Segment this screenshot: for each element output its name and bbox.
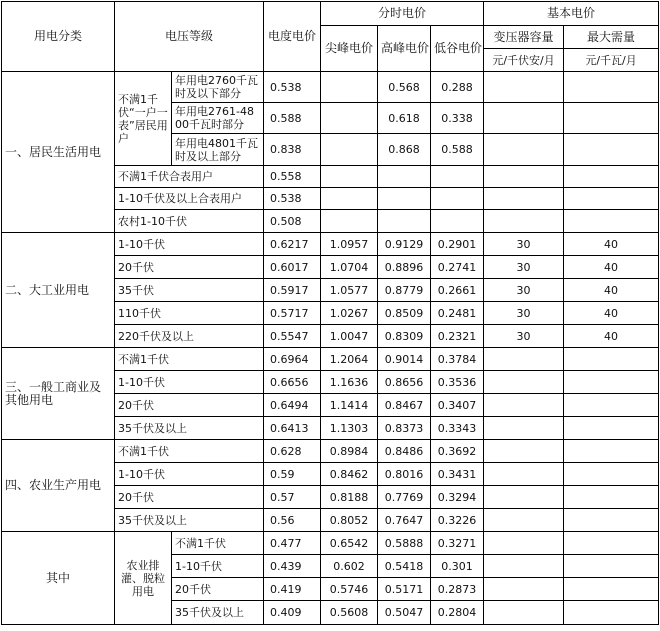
demand-cell [564, 578, 659, 601]
price-cell: 0.59 [264, 463, 321, 486]
header-category: 用电分类 [2, 2, 115, 72]
header-transformer-unit: 元/千伏安/月 [484, 49, 564, 72]
sharp-cell: 1.0957 [321, 233, 378, 256]
voltage-cell: 35千伏及以上 [115, 417, 264, 440]
header-energy-price: 电度电价 [264, 2, 321, 72]
voltage-cell: 1-10千伏 [115, 463, 264, 486]
price-cell: 0.409 [264, 601, 321, 625]
demand-cell: 40 [564, 279, 659, 302]
peak-cell: 0.9014 [378, 348, 431, 371]
transformer-cell: 30 [484, 325, 564, 348]
group-agriculture: 四、农业生产用电 [2, 440, 115, 532]
price-cell: 0.508 [264, 210, 321, 233]
price-cell: 0.5547 [264, 325, 321, 348]
price-cell: 0.538 [264, 72, 321, 103]
voltage-cell: 1-10千伏 [172, 555, 264, 578]
valley-cell: 0.3692 [431, 440, 484, 463]
voltage-cell: 年用电2761-4800千瓦时部分 [172, 103, 264, 134]
valley-cell [431, 188, 484, 210]
peak-cell [378, 210, 431, 233]
transformer-cell [484, 134, 564, 166]
peak-cell: 0.5888 [378, 532, 431, 555]
demand-cell [564, 348, 659, 371]
peak-cell: 0.8896 [378, 256, 431, 279]
table-row [2, 532, 659, 555]
peak-cell: 0.5418 [378, 555, 431, 578]
demand-cell [564, 417, 659, 440]
sharp-cell: 0.602 [321, 555, 378, 578]
valley-cell: 0.2804 [431, 601, 484, 625]
peak-cell: 0.7647 [378, 509, 431, 532]
valley-cell: 0.3271 [431, 532, 484, 555]
valley-cell: 0.3784 [431, 348, 484, 371]
group-large-industry: 二、大工业用电 [2, 233, 115, 348]
price-cell: 0.6017 [264, 256, 321, 279]
voltage-cell: 220千伏及以上 [115, 325, 264, 348]
valley-cell [431, 210, 484, 233]
sharp-cell [321, 72, 378, 103]
transformer-cell: 30 [484, 233, 564, 256]
demand-cell [564, 555, 659, 578]
residential-subgroup: 不满1千伏“一户一表”居民用户 [115, 72, 172, 166]
demand-cell [564, 601, 659, 625]
peak-cell: 0.9129 [378, 233, 431, 256]
valley-cell: 0.2901 [431, 233, 484, 256]
sharp-cell: 1.0267 [321, 302, 378, 325]
valley-cell: 0.2321 [431, 325, 484, 348]
price-cell: 0.538 [264, 188, 321, 210]
transformer-cell [484, 188, 564, 210]
price-cell: 0.57 [264, 486, 321, 509]
voltage-cell: 35千伏及以上 [172, 601, 264, 625]
sharp-cell: 1.1303 [321, 417, 378, 440]
voltage-cell: 35千伏 [115, 279, 264, 302]
transformer-cell [484, 348, 564, 371]
transformer-cell [484, 72, 564, 103]
demand-cell [564, 371, 659, 394]
valley-cell: 0.3431 [431, 463, 484, 486]
peak-cell: 0.7769 [378, 486, 431, 509]
valley-cell: 0.588 [431, 134, 484, 166]
voltage-cell: 20千伏 [172, 578, 264, 601]
sharp-cell: 0.8462 [321, 463, 378, 486]
peak-cell: 0.5171 [378, 578, 431, 601]
table-row [2, 440, 659, 463]
transformer-cell [484, 210, 564, 233]
transformer-cell [484, 166, 564, 188]
peak-cell: 0.568 [378, 72, 431, 103]
valley-cell: 0.3407 [431, 394, 484, 417]
header-tou-price: 分时电价 [321, 2, 484, 26]
valley-cell: 0.3343 [431, 417, 484, 440]
demand-cell [564, 166, 659, 188]
peak-cell: 0.8467 [378, 394, 431, 417]
voltage-cell: 年用电2760千瓦时及以下部分 [172, 72, 264, 103]
header-demand-unit: 元/千瓦/月 [564, 49, 659, 72]
sharp-cell: 1.1636 [321, 371, 378, 394]
transformer-cell [484, 578, 564, 601]
transformer-cell: 30 [484, 279, 564, 302]
transformer-cell: 30 [484, 256, 564, 279]
demand-cell: 40 [564, 302, 659, 325]
voltage-cell: 110千伏 [115, 302, 264, 325]
demand-cell [564, 486, 659, 509]
price-cell: 0.558 [264, 166, 321, 188]
voltage-cell: 1-10千伏及以上合表用户 [115, 188, 264, 210]
peak-cell: 0.8309 [378, 325, 431, 348]
transformer-cell [484, 417, 564, 440]
price-cell: 0.6217 [264, 233, 321, 256]
valley-cell: 0.3226 [431, 509, 484, 532]
peak-cell: 0.5047 [378, 601, 431, 625]
valley-cell: 0.2661 [431, 279, 484, 302]
demand-cell [564, 103, 659, 134]
sharp-cell: 1.0704 [321, 256, 378, 279]
sharp-cell: 1.2064 [321, 348, 378, 371]
header-voltage: 电压等级 [115, 2, 264, 72]
voltage-cell: 35千伏及以上 [115, 509, 264, 532]
table-row [2, 233, 659, 256]
peak-cell: 0.618 [378, 103, 431, 134]
voltage-cell: 1-10千伏 [115, 233, 264, 256]
transformer-cell [484, 486, 564, 509]
peak-cell: 0.868 [378, 134, 431, 166]
voltage-cell: 20千伏 [115, 256, 264, 279]
peak-cell [378, 166, 431, 188]
transformer-cell [484, 394, 564, 417]
group-residential: 一、居民生活用电 [2, 72, 115, 233]
sharp-cell: 0.8052 [321, 509, 378, 532]
transformer-cell: 30 [484, 302, 564, 325]
demand-cell: 40 [564, 256, 659, 279]
peak-cell: 0.8779 [378, 279, 431, 302]
sharp-cell: 0.8188 [321, 486, 378, 509]
peak-cell [378, 188, 431, 210]
sharp-cell: 1.1414 [321, 394, 378, 417]
header-valley: 低谷电价 [431, 26, 484, 72]
valley-cell: 0.288 [431, 72, 484, 103]
sharp-cell: 1.0047 [321, 325, 378, 348]
voltage-cell: 1-10千伏 [115, 371, 264, 394]
sharp-cell [321, 166, 378, 188]
voltage-cell: 20千伏 [115, 394, 264, 417]
demand-cell [564, 440, 659, 463]
price-cell: 0.419 [264, 578, 321, 601]
header-peak-sharp: 尖峰电价 [321, 26, 378, 72]
transformer-cell [484, 601, 564, 625]
valley-cell: 0.2481 [431, 302, 484, 325]
demand-cell [564, 509, 659, 532]
sharp-cell: 1.0577 [321, 279, 378, 302]
transformer-cell [484, 440, 564, 463]
peak-cell: 0.8656 [378, 371, 431, 394]
price-cell: 0.5717 [264, 302, 321, 325]
price-cell: 0.6964 [264, 348, 321, 371]
price-cell: 0.56 [264, 509, 321, 532]
valley-cell: 0.3536 [431, 371, 484, 394]
demand-cell [564, 134, 659, 166]
demand-cell [564, 188, 659, 210]
price-cell: 0.6656 [264, 371, 321, 394]
demand-cell: 40 [564, 233, 659, 256]
table-row [2, 72, 659, 103]
valley-cell: 0.338 [431, 103, 484, 134]
peak-cell: 0.8016 [378, 463, 431, 486]
price-cell: 0.838 [264, 134, 321, 166]
price-cell: 0.628 [264, 440, 321, 463]
price-cell: 0.477 [264, 532, 321, 555]
transformer-cell [484, 509, 564, 532]
demand-cell: 40 [564, 325, 659, 348]
valley-cell [431, 166, 484, 188]
group-of-which: 其中 [2, 532, 115, 625]
sharp-cell [321, 210, 378, 233]
header-basic-price: 基本电价 [484, 2, 659, 26]
demand-cell [564, 394, 659, 417]
voltage-cell: 农村1-10千伏 [115, 210, 264, 233]
demand-cell [564, 72, 659, 103]
transformer-cell [484, 103, 564, 134]
sharp-cell [321, 134, 378, 166]
transformer-cell [484, 555, 564, 578]
voltage-cell: 不满1千伏 [172, 532, 264, 555]
price-cell: 0.6494 [264, 394, 321, 417]
header-peak: 高峰电价 [378, 26, 431, 72]
sharp-cell [321, 103, 378, 134]
transformer-cell [484, 371, 564, 394]
voltage-cell: 年用电4801千瓦时及以上部分 [172, 134, 264, 166]
price-cell: 0.5917 [264, 279, 321, 302]
sharp-cell: 0.5608 [321, 601, 378, 625]
header-transformer: 变压器容量 [484, 26, 564, 49]
demand-cell [564, 463, 659, 486]
transformer-cell [484, 463, 564, 486]
valley-cell: 0.2873 [431, 578, 484, 601]
electricity-price-table [1, 1, 659, 625]
voltage-cell: 20千伏 [115, 486, 264, 509]
demand-cell [564, 210, 659, 233]
irrigation-subgroup: 农业排灌、脱粒用电 [115, 532, 172, 625]
valley-cell: 0.2741 [431, 256, 484, 279]
demand-cell [564, 532, 659, 555]
sharp-cell: 0.5746 [321, 578, 378, 601]
header-max-demand: 最大需量 [564, 26, 659, 49]
price-cell: 0.439 [264, 555, 321, 578]
peak-cell: 0.8373 [378, 417, 431, 440]
sharp-cell: 0.6542 [321, 532, 378, 555]
valley-cell: 0.3294 [431, 486, 484, 509]
table-row [2, 348, 659, 371]
transformer-cell [484, 532, 564, 555]
price-cell: 0.6413 [264, 417, 321, 440]
sharp-cell: 0.8984 [321, 440, 378, 463]
price-cell: 0.588 [264, 103, 321, 134]
sharp-cell [321, 188, 378, 210]
voltage-cell: 不满1千伏合表用户 [115, 166, 264, 188]
peak-cell: 0.8486 [378, 440, 431, 463]
voltage-cell: 不满1千伏 [115, 440, 264, 463]
group-general-commerce: 三、一般工商业及其他用电 [2, 348, 115, 440]
valley-cell: 0.301 [431, 555, 484, 578]
peak-cell: 0.8509 [378, 302, 431, 325]
voltage-cell: 不满1千伏 [115, 348, 264, 371]
